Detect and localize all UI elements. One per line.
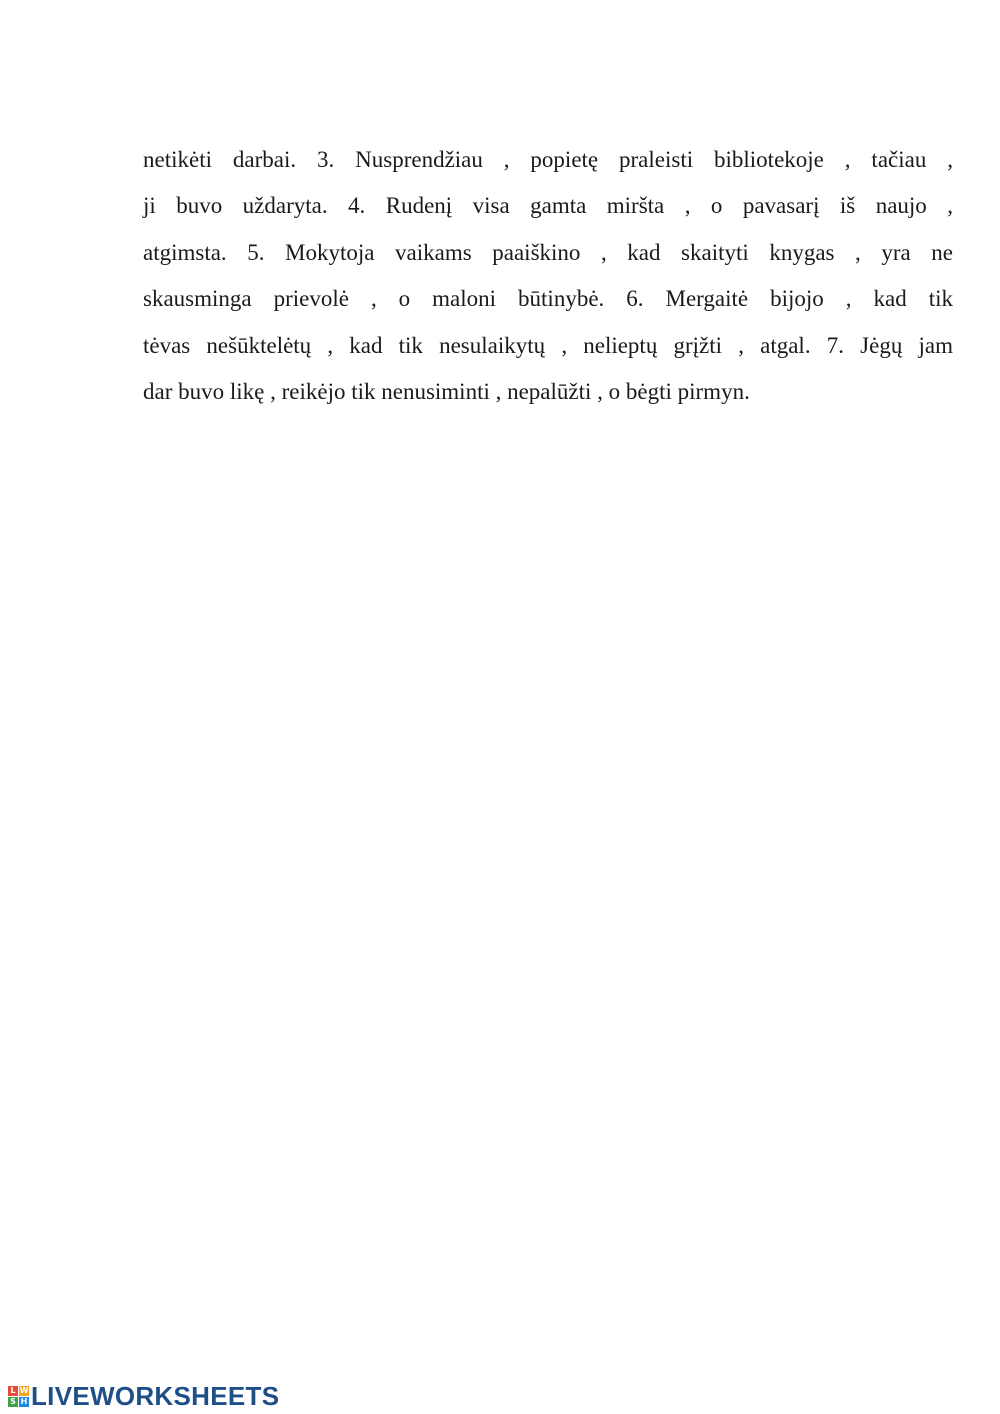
liveworksheets-logo-icon (8, 1386, 29, 1407)
text-line: netikėti darbai. 3. Nusprendžiau , popietę praleisti bibliotekoje , tačiau , (143, 147, 953, 172)
logo-mark-cell: L (8, 1386, 18, 1396)
logo-mark-cell: S (8, 1397, 18, 1407)
text-line: skausminga prievolė , o maloni būtinybė. 6. Mergaitė bijojo , kad tik (143, 286, 953, 312)
text-line: tėvas nešūktelėtų , kad tik nesulaikytų , nelieptų grįžti , atgal. 7. Jėgų jam (143, 332, 953, 358)
logo-mark-cell: W (19, 1385, 29, 1395)
logo-text: LIVEWORKSHEETS (31, 1380, 280, 1411)
worksheet-text-block (143, 140, 953, 418)
text-line: atgimsta. 5. Mokytoja vaikams paaiškino , kad skaityti knygas , yra ne (143, 239, 953, 265)
text-line: dar buvo likę , reikėjo tik nenusiminti , nepalūžti , o bėgti pirmyn. (143, 378, 750, 404)
text-line: ji buvo uždaryta. 4. Rudenį visa gamta miršta , o pavasarį iš naujo , (143, 193, 953, 219)
logo-mark-cell: H (20, 1396, 28, 1406)
liveworksheets-logo (8, 1378, 279, 1414)
